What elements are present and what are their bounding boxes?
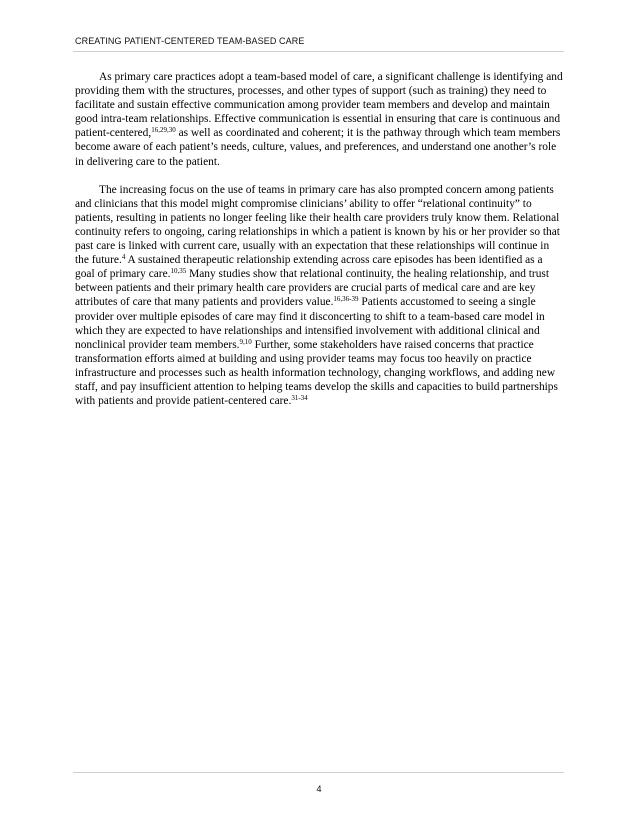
page-number: 4 [316, 784, 322, 794]
footer-divider [73, 772, 564, 773]
running-header: CREATING PATIENT-CENTERED TEAM-BASED CARE [75, 36, 305, 46]
paragraph-2 [75, 183, 564, 409]
citation-superscript: 10,35 [170, 267, 187, 276]
document-body [75, 70, 564, 422]
paragraph-2-text-4: Patients accustomed to seeing a single provider over multiple episodes of care may find it disconcerting to shift to a team-based care model in which they are expected to have relationships and intensified involvement with additional clinical and nonclinical provider team members. [75, 296, 545, 351]
header-divider [73, 51, 564, 52]
citation-superscript: 9,10 [239, 337, 252, 346]
citation-superscript: 31-34 [291, 394, 308, 403]
citation-superscript: 4 [121, 253, 126, 262]
paragraph-2-text-2: A sustained therapeutic relationship extending across care episodes has been identified as a goal of primary care. [75, 254, 543, 281]
paragraph-2-text-5: Further, some stakeholders have raised concerns that practice transformation efforts aimed at building and using provider teams may focus too heavily on practice infrastructure and processes such as health information technology, changing workflows, and adding new staff, and pay insufficient attention to helping teams develop the skills and capacities to build partnerships with patients and provide patient-centered care. [75, 338, 558, 408]
citation-superscript: 16,29,30 [151, 126, 176, 135]
paragraph-1-text-1: As primary care practices adopt a team-based model of care, a significant challenge is identifying and providing them with the structures, processes, and other types of support (such as training) they need to facilitate and sustain effective communication among provider team members and develop and maintain good intra-team relationships. Effective communication is essential in ensuring that care is continuous and patient-centered, [75, 71, 563, 140]
citation-superscript: 16,36-39 [333, 295, 359, 304]
paragraph-1-text-2: as well as coordinated and coherent; it is the pathway through which team members become aware of each patient’s needs, culture, values, and preferences, and understand one another’s role in delivering care to the patient. [75, 127, 561, 168]
paragraph-1 [75, 70, 564, 169]
paragraph-2-text-1: The increasing focus on the use of teams in primary care has also prompted concern among patients and clinicians that this model might compromise clinicians’ ability to offer “relational continuity” to patients, resulting in patients no longer feeling like their health care providers truly know them. Relational continuity refers to ongoing, caring relationships in which a patient is known by his or her provider so that past care is linked with current care, usually with an expectation that these relationships will continue in the future. [75, 183, 560, 267]
paragraph-2-text-3: Many studies show that relational continuity, the healing relationship, and trust between patients and their primary health care providers are crucial parts of medical care and are key attributes of care that many patients and providers value. [75, 268, 550, 309]
